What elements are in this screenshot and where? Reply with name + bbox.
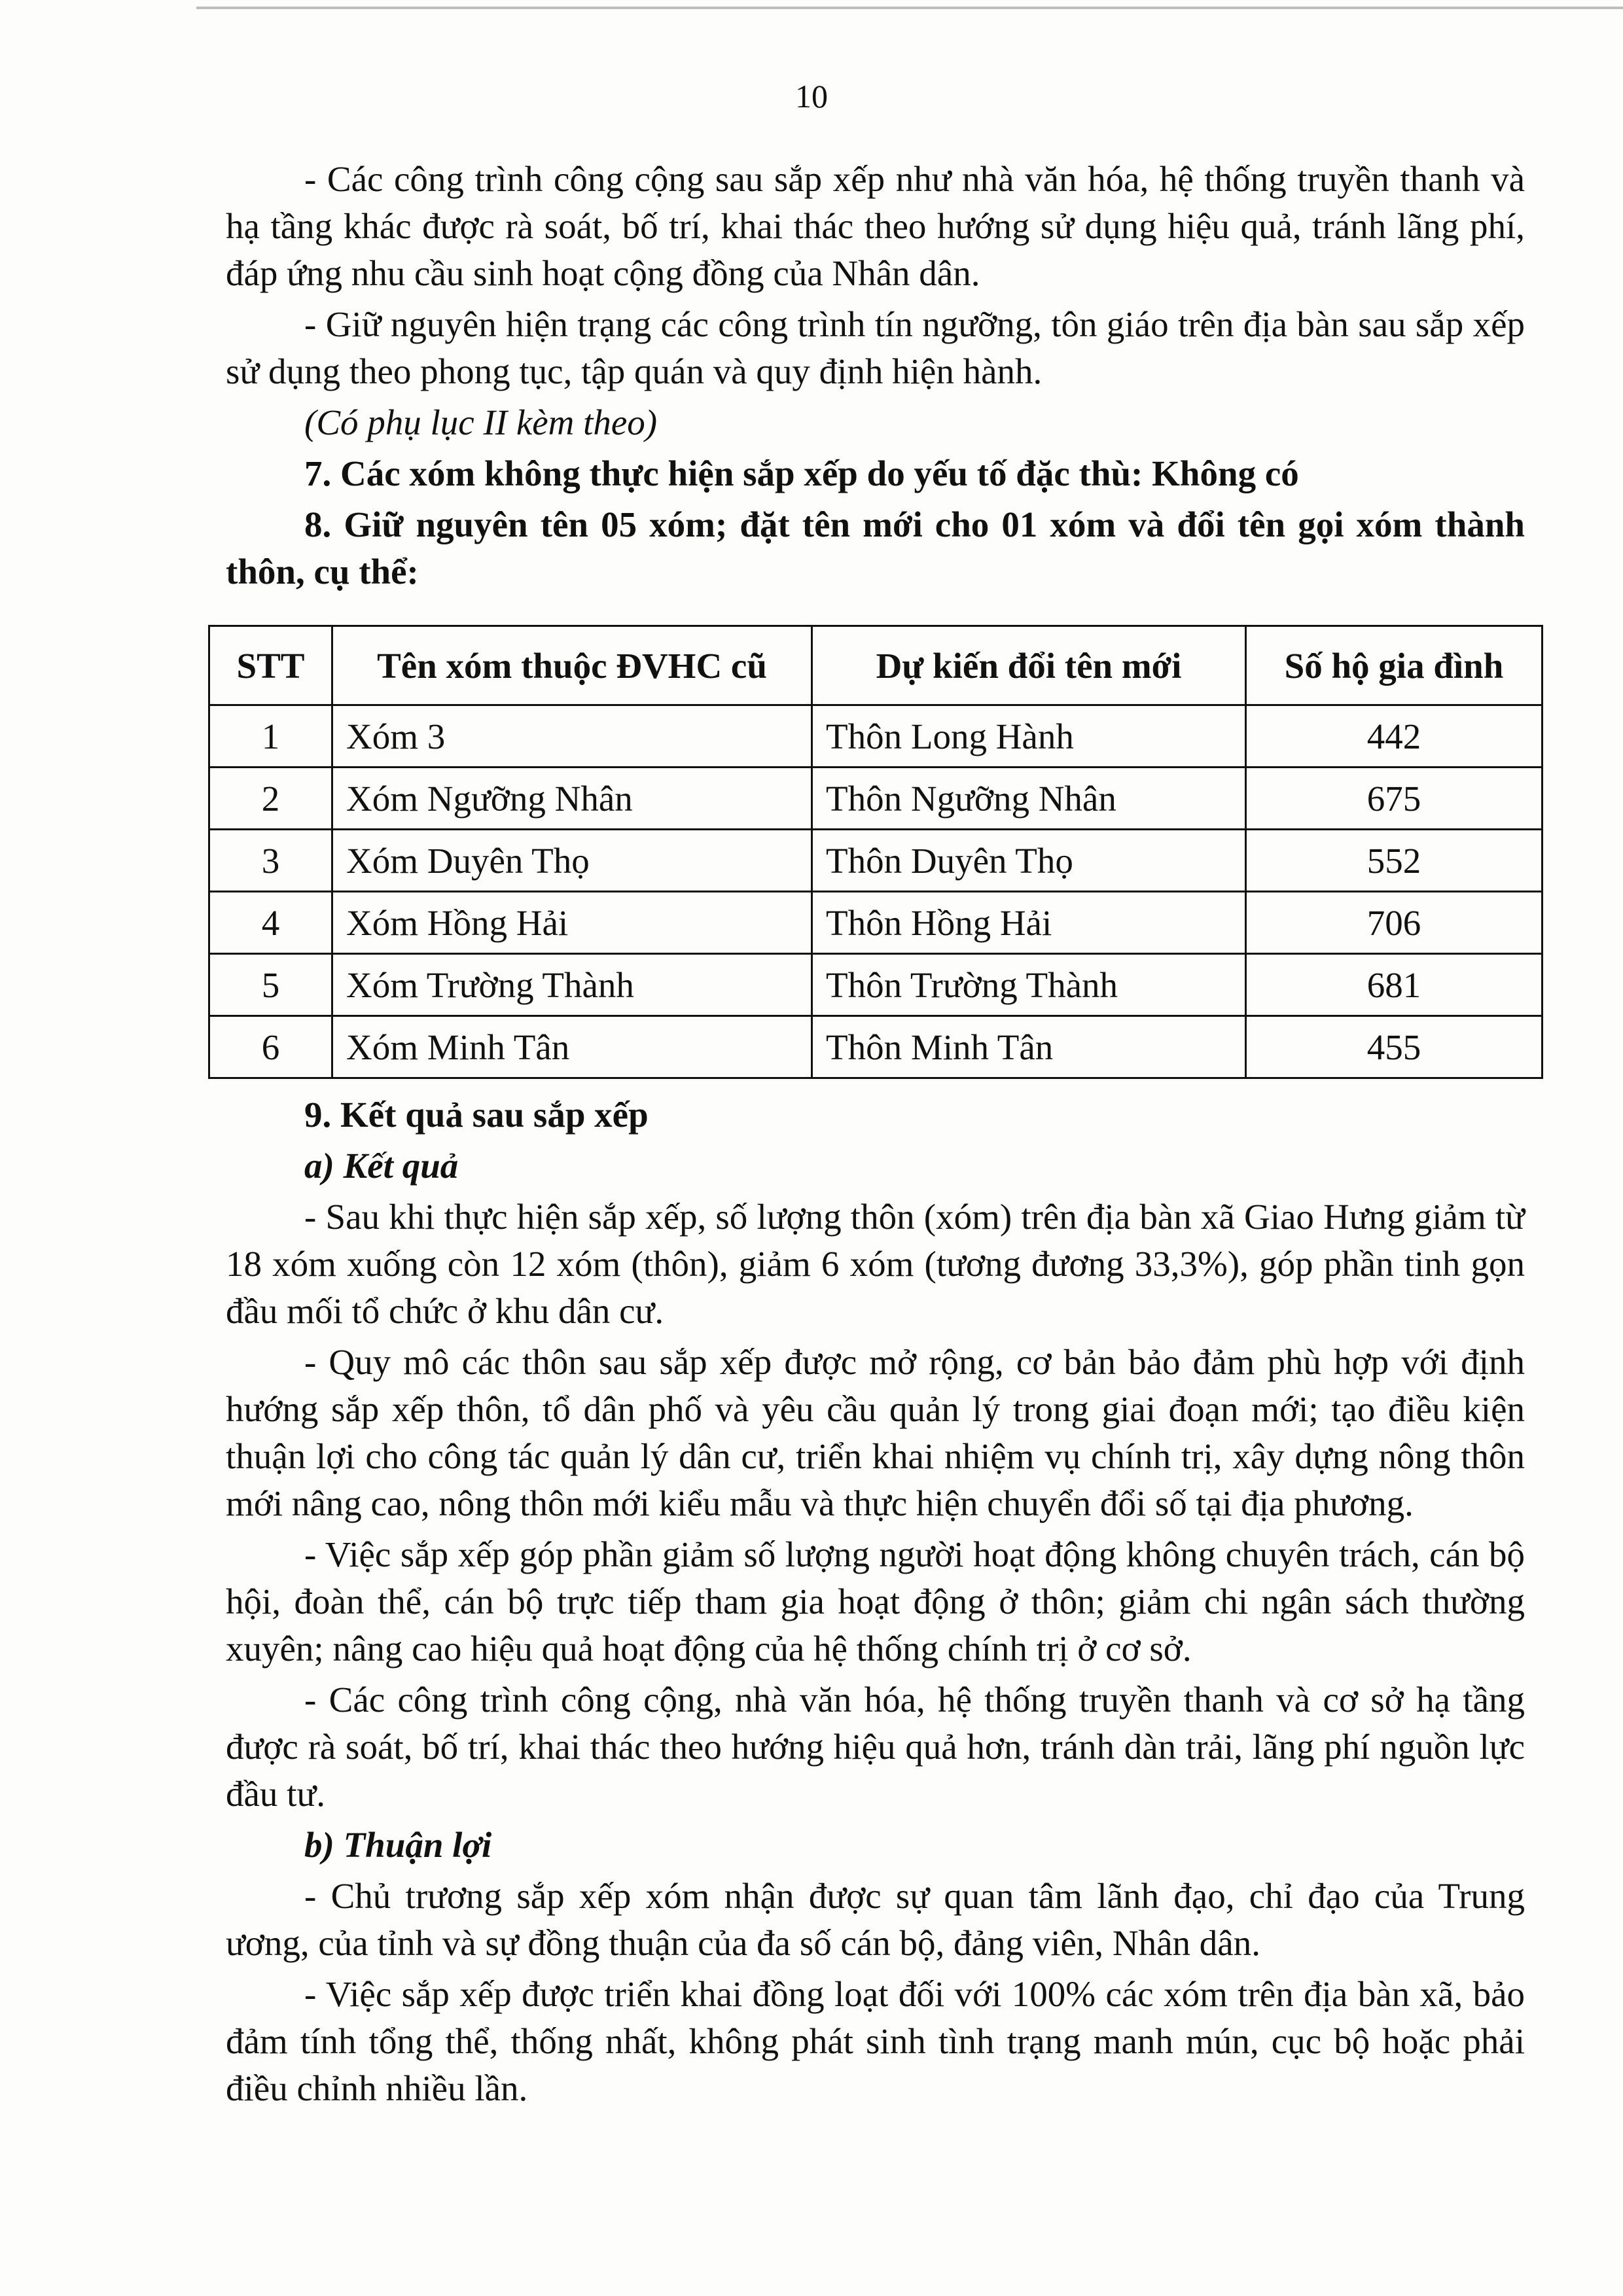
- heading-section-7: 7. Các xóm không thực hiện sắp xếp do yếu tố đặc thù: Không có: [304, 453, 1299, 493]
- col-header-new-name: Dự kiến đổi tên mới: [812, 626, 1246, 705]
- cell-households: 681: [1246, 954, 1543, 1016]
- paragraph-religious-works: - Giữ nguyên hiện trạng các công trình tín ngưỡng, tôn giáo trên địa bàn sau sắp xếp sử dụng theo phong tục, tập quán và quy định hiện hành.: [226, 304, 1525, 391]
- table-row: [209, 830, 1543, 892]
- cell-old-name: Xóm Duyên Thọ: [332, 830, 812, 892]
- col-header-households: Số hộ gia đình: [1246, 626, 1543, 705]
- heading-section-9: 9. Kết quả sau sắp xếp: [304, 1095, 649, 1135]
- cell-new-name: Thôn Minh Tân: [812, 1016, 1246, 1078]
- cell-households: 442: [1246, 705, 1543, 768]
- paragraph-advantages-1: - Chủ trương sắp xếp xóm nhận được sự quan tâm lãnh đạo, chỉ đạo của Trung ương, của tỉnh và sự đồng thuận của đa số cán bộ, đảng viên, Nhân dân.: [226, 1876, 1525, 1963]
- cell-households: 455: [1246, 1016, 1543, 1078]
- cell-stt: 6: [209, 1016, 332, 1078]
- cell-stt: 5: [209, 954, 332, 1016]
- cell-stt: 4: [209, 892, 332, 954]
- paragraph-results-4: - Các công trình công cộng, nhà văn hóa, hệ thống truyền thanh và cơ sở hạ tầng được rà soát, bố trí, khai thác theo hướng hiệu quả hơn, tránh dàn trải, lãng phí nguồn lực đầu tư.: [226, 1680, 1525, 1814]
- paragraph-results-2: - Quy mô các thôn sau sắp xếp được mở rộng, cơ bản bảo đảm phù hợp với định hướng sắp xếp thôn, tổ dân phố và yêu cầu quản lý trong giai đoạn mới; tạo điều kiện thuận lợi cho công tác quản lý dân cư, triển khai nhiệm vụ chính trị, xây dựng nông thôn mới nâng cao, nông thôn mới kiểu mẫu và thực hiện chuyển đổi số tại địa phương.: [226, 1342, 1525, 1523]
- table-row: [209, 892, 1543, 954]
- cell-old-name: Xóm Trường Thành: [332, 954, 812, 1016]
- cell-old-name: Xóm Minh Tân: [332, 1016, 812, 1078]
- table-row: [209, 768, 1543, 830]
- page-number: 10: [795, 78, 828, 115]
- document-body-upper: [226, 156, 1525, 599]
- table-row: [209, 954, 1543, 1016]
- cell-old-name: Xóm 3: [332, 705, 812, 768]
- cell-new-name: Thôn Trường Thành: [812, 954, 1246, 1016]
- cell-households: 552: [1246, 830, 1543, 892]
- paragraph-results-1: - Sau khi thực hiện sắp xếp, số lượng thôn (xóm) trên địa bàn xã Giao Hưng giảm từ 18 xóm xuống còn 12 xóm (thôn), giảm 6 xóm (tương đương 33,3%), góp phần tinh gọn đầu mối tổ chức ở khu dân cư.: [226, 1197, 1525, 1331]
- heading-advantages: b) Thuận lợi: [304, 1825, 492, 1865]
- cell-new-name: Thôn Long Hành: [812, 705, 1246, 768]
- table-header-row: [209, 626, 1543, 705]
- village-rename-table: [208, 625, 1543, 1079]
- paragraph-advantages-2: - Việc sắp xếp được triển khai đồng loạt đối với 100% các xóm trên địa bàn xã, bảo đảm tính tổng thể, thống nhất, không phát sinh tình trạng manh mún, cục bộ hoặc phải điều chỉnh nhiều lần.: [226, 1974, 1525, 2108]
- cell-households: 706: [1246, 892, 1543, 954]
- col-header-old-name: Tên xóm thuộc ĐVHC cũ: [332, 626, 812, 705]
- table-row: [209, 1016, 1543, 1078]
- cell-new-name: Thôn Duyên Thọ: [812, 830, 1246, 892]
- cell-new-name: Thôn Hồng Hải: [812, 892, 1246, 954]
- cell-old-name: Xóm Hồng Hải: [332, 892, 812, 954]
- paragraph-public-works: - Các công trình công cộng sau sắp xếp như nhà văn hóa, hệ thống truyền thanh và hạ tầng khác được rà soát, bố trí, khai thác theo hướng sử dụng hiệu quả, tránh lãng phí, đáp ứng nhu cầu sinh hoạt cộng đồng của Nhân dân.: [226, 159, 1525, 293]
- cell-stt: 1: [209, 705, 332, 768]
- paragraph-results-3: - Việc sắp xếp góp phần giảm số lượng người hoạt động không chuyên trách, cán bộ hội, đoàn thể, cán bộ trực tiếp tham gia hoạt động ở thôn; giảm chi ngân sách thường xuyên; nâng cao hiệu quả hoạt động của hệ thống chính trị ở cơ sở.: [226, 1534, 1525, 1669]
- cell-households: 675: [1246, 768, 1543, 830]
- appendix-note: (Có phụ lục II kèm theo): [304, 402, 658, 442]
- cell-stt: 3: [209, 830, 332, 892]
- cell-stt: 2: [209, 768, 332, 830]
- heading-section-8: 8. Giữ nguyên tên 05 xóm; đặt tên mới cho 01 xóm và đổi tên gọi xóm thành thôn, cụ thể:: [226, 504, 1525, 592]
- col-header-stt: STT: [209, 626, 332, 705]
- cell-old-name: Xóm Ngưỡng Nhân: [332, 768, 812, 830]
- scan-top-edge: [196, 7, 1623, 9]
- table-row: [209, 705, 1543, 768]
- document-body-lower: [226, 1091, 1525, 2116]
- heading-results: a) Kết quả: [304, 1146, 459, 1186]
- cell-new-name: Thôn Ngưỡng Nhân: [812, 768, 1246, 830]
